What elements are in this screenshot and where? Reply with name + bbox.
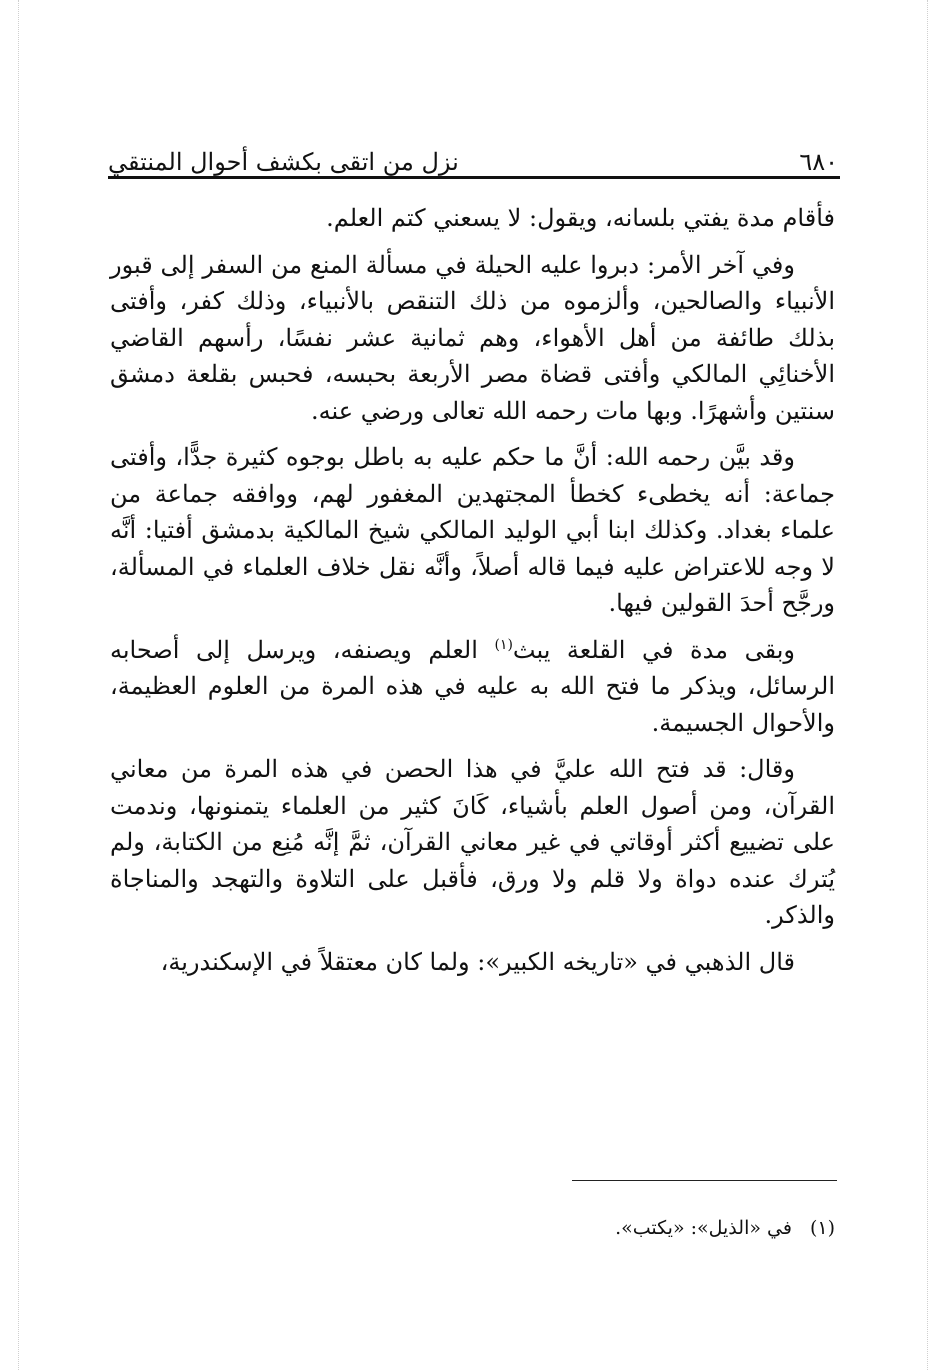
- main-text: [110, 200, 835, 990]
- footnote-text: في «الذيل»: «يكتب».: [615, 1217, 792, 1239]
- paragraph: وفي آخر الأمر: دبروا عليه الحيلة في مسألة المنع من السفر إلى قبور الأنبياء والصالحين، وألزموه من ذلك التنقص بالأنبياء، وذلك كفر، وأفتى بذلك طائفة من أهل الأهواء، وهم ثمانية عشر نفسًا، رأسهم القاضي الأخنائِي المالكي وأفتى قضاة مصر الأربعة بحبسه، فحبس بقلعة دمشق سنتين وأشهرًا. وبها مات رحمه الله تعالى ورضي عنه.: [110, 250, 835, 425]
- page-number: ٦٨٠: [799, 148, 838, 176]
- paragraph-text: وبقى مدة في القلعة يبث: [512, 635, 795, 664]
- scan-dot-line: [927, 0, 928, 1370]
- paragraph: وقال: قد فتح الله عليَّ في هذا الحصن في هذه المرة من معاني القرآن، ومن أصول العلم بأشياء، كَانَ كثير من العلماء يتمنونها، وندمت على تضييع أكثر أوقاتي في غير معاني القرآن، ثمَّ إنَّه مُنِع من الكتابة، ولم يُترك عنده دواة ولا قلم ولا ورق، فأقبل على التلاوة والتهجد والمناجاة والذكر.: [110, 755, 835, 929]
- footnote-rule: [572, 1180, 837, 1181]
- scan-dot-line: [18, 0, 19, 1370]
- paragraph: [110, 632, 835, 742]
- paragraph-text: العلم ويصنفه، ويرسل إلى أصحابه الرسائل، ويذكر ما فتح الله به عليه في هذه المرة من العلوم العظيمة، والأحوال الجسيمة.: [110, 635, 835, 737]
- footnote-number: (١): [809, 1217, 835, 1239]
- paragraph: فأقام مدة يفتي بلسانه، ويقول: لا يسعني كتم العلم.: [326, 204, 835, 232]
- footnote: [615, 1214, 835, 1242]
- footnote-reference: (١): [494, 636, 513, 653]
- page-header: [108, 132, 838, 176]
- header-rule: [108, 176, 840, 179]
- paragraph: قال الذهبي في «تاريخه الكبير»: ولما كان معتقلاً في الإسكندرية،: [160, 947, 795, 976]
- running-title: نزل من اتقى بكشف أحوال المنتقي: [108, 148, 459, 176]
- paragraph: وقد بيَّن رحمه الله: أنَّ ما حكم عليه به باطل بوجوه كثيرة جدًّا، وأفتى جماعة: أنه يخطىء كخطأ المجتهدين المغفور لهم، ووافقه جماعة من علماء بغداد. وكذلك ابنا أبي الوليد المالكي شيخ المالكية بدمشق أفتيا: أنَّه لا وجه للاعتراض عليه فيما قاله أصلاً، وأنَّه نقل خلاف العلماء في المسألة، ورجَّح أحدَ القولين فيها.: [110, 443, 835, 617]
